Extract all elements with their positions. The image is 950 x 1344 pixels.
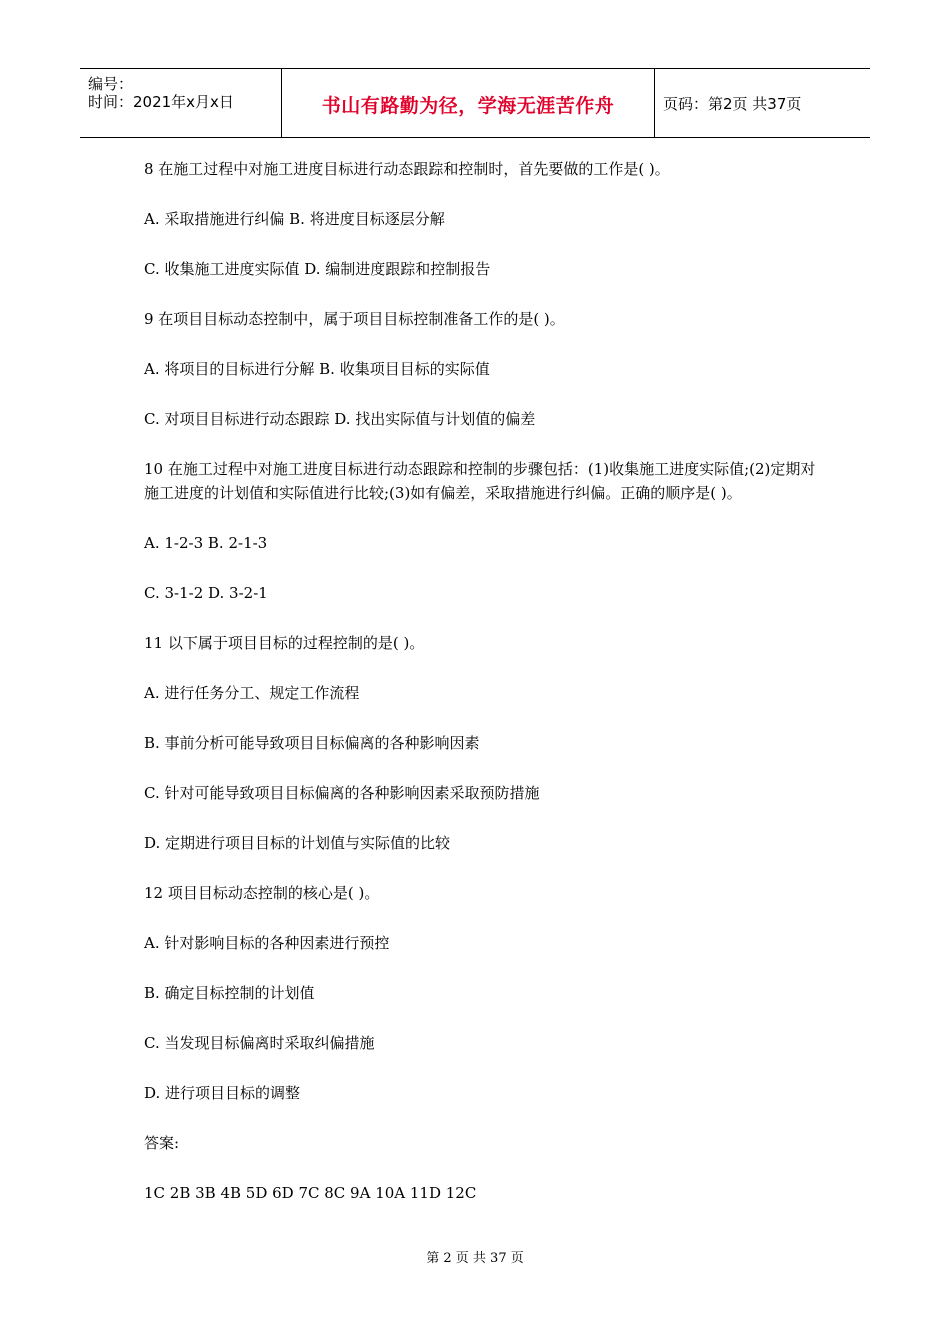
page-header [80,68,870,138]
question-8-options-ab: A. 采取措施进行纠偏 B. 将进度目标逐层分解 [144,210,445,228]
question-11-option-a: A. 进行任务分工、规定工作流程 [144,684,360,702]
header-page-code: 页码：第2页 共37页 [663,95,802,113]
header-page-cell [655,69,870,137]
question-11-option-d: D. 定期进行项目目标的计划值与实际值的比较 [144,834,451,852]
question-11-option-c: C. 针对可能导致项目目标偏离的各种影响因素采取预防措施 [144,784,540,802]
question-10-options-ab: A. 1-2-3 B. 2-1-3 [144,534,268,552]
question-9-options-ab: A. 将项目的目标进行分解 B. 收集项目目标的实际值 [144,360,490,378]
question-12-option-c: C. 当发现目标偏离时采取纠偏措施 [144,1034,375,1052]
question-10-options-cd: C. 3-1-2 D. 3-2-1 [144,584,268,602]
answers-list: 1C 2B 3B 4B 5D 6D 7C 8C 9A 10A 11D 12C [144,1184,477,1202]
header-motto-cell [282,69,655,137]
question-12-option-a: A. 针对影响目标的各种因素进行预控 [144,934,390,952]
question-12-option-d: D. 进行项目目标的调整 [144,1084,301,1102]
document-number-label: 编号： [88,75,134,93]
question-8-options-cd: C. 收集施工进度实际值 D. 编制进度跟踪和控制报告 [144,260,491,278]
document-body [144,157,824,1231]
question-8: 8 在施工过程中对施工进度目标进行动态跟踪和控制时，首先要做的工作是( )。 [144,160,670,178]
question-9: 9 在项目目标动态控制中，属于项目目标控制准备工作的是( )。 [144,310,565,328]
header-motto: 书山有路勤为径，学海无涯苦作舟 [321,95,615,117]
page-footer: 第 2 页 共 37 页 [426,1251,524,1266]
question-11: 11 以下属于项目目标的过程控制的是( )。 [144,634,425,652]
question-9-options-cd: C. 对项目目标进行动态跟踪 D. 找出实际值与计划值的偏差 [144,410,536,428]
header-meta-cell [80,69,282,137]
question-12: 12 项目目标动态控制的核心是( )。 [144,884,380,902]
question-10: 10 在施工过程中对施工进度目标进行动态跟踪和控制的步骤包括：(1)收集施工进度实际值;(2)定期对施工进度的计划值和实际值进行比较;(3)如有偏差，采取措施进行纠偏。正确的顺序是( )。 [144,460,816,502]
question-11-option-b: B. 事前分析可能导致项目目标偏离的各种影响因素 [144,734,480,752]
answers-heading: 答案: [144,1134,180,1152]
question-12-option-b: B. 确定目标控制的计划值 [144,984,315,1002]
document-time-label: 时间：2021年x月x日 [88,93,234,111]
